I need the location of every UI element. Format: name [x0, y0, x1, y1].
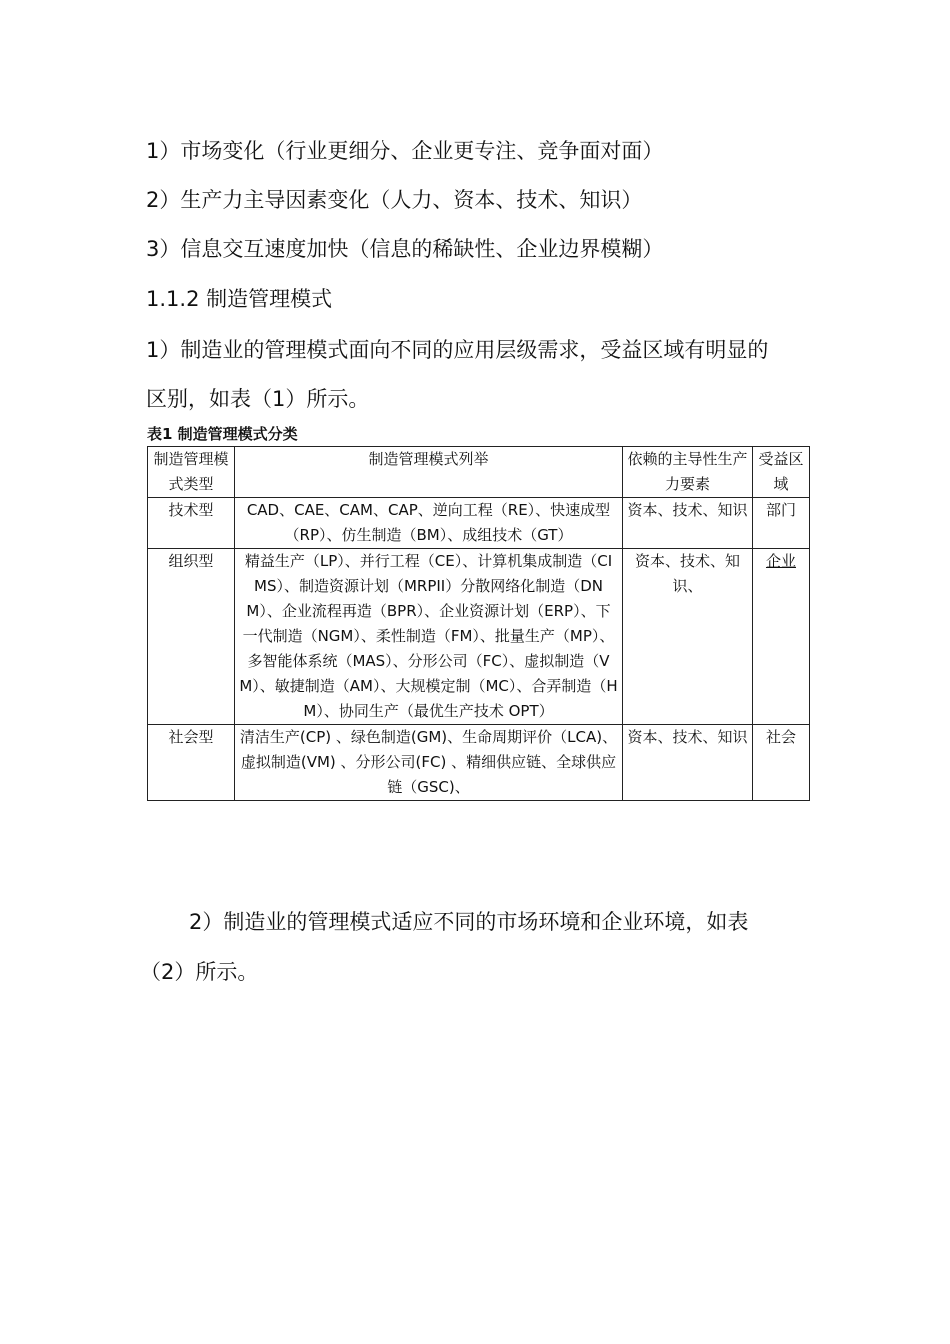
paragraph-market-change: 1）市场变化（行业更细分、企业更专注、竞争面对面） [146, 139, 664, 163]
paragraph-information-speed: 3）信息交互速度加快（信息的稀缺性、企业边界模糊） [146, 237, 664, 261]
cell-benefit-region: 社会 [753, 725, 810, 801]
paragraph-productivity-change: 2）生产力主导因素变化（人力、资本、技术、知识） [146, 188, 643, 212]
table-header-row [148, 447, 810, 498]
cell-productivity-factors: 资本、技术、知识 [623, 725, 753, 801]
header-mode-type: 制造管理模式类型 [148, 447, 235, 498]
cell-mode-examples: 清洁生产(CP) 、绿色制造(GM)、生命周期评价（LCA)、虚拟制造(VM) 、分形公司(FC) 、精细供应链、全球供应链（GSC)、 [235, 725, 623, 801]
cell-mode-examples: 精益生产（LP）、并行工程（CE）、计算机集成制造（CIMS）、制造资源计划（MRPII）分散网络化制造（DNM）、企业流程再造（BPR）、企业资源计划（ERP）、下一代制造（NGM）、柔性制造（FM）、批量生产（MP）、多智能体系统（MAS）、分形公司（FC）、虚拟制造（VM）、敏捷制造（AM）、大规模定制（MC）、合弄制造（HM）、协同生产（最优生产技术 OPT） [235, 549, 623, 725]
table-caption: 表1 制造管理模式分类 [147, 425, 298, 443]
intro-paragraph-line-1: 1）制造业的管理模式面向不同的应用层级需求，受益区域有明显的 [146, 338, 769, 362]
cell-mode-type: 技术型 [148, 498, 235, 549]
header-benefit-region: 受益区域 [753, 447, 810, 498]
header-productivity-factors: 依赖的主导性生产力要素 [623, 447, 753, 498]
closing-paragraph-line-1: 2）制造业的管理模式适应不同的市场环境和企业环境，如表 [189, 910, 749, 934]
cell-productivity-factors: 资本、技术、知识、 [623, 549, 753, 725]
intro-paragraph-line-2: 区别，如表（1）所示。 [146, 387, 370, 411]
table-row [148, 725, 810, 801]
cell-mode-type: 社会型 [148, 725, 235, 801]
management-modes-table [147, 446, 810, 801]
cell-benefit-region [753, 549, 810, 725]
table-row [148, 498, 810, 549]
header-mode-examples: 制造管理模式列举 [235, 447, 623, 498]
closing-paragraph-line-2: （2）所示。 [140, 960, 259, 984]
cell-benefit-region: 部门 [753, 498, 810, 549]
section-heading: 1.1.2 制造管理模式 [146, 287, 333, 311]
benefit-region-underlined: 企业 [765, 552, 796, 570]
cell-mode-examples: CAD、CAE、CAM、CAP、逆向工程（RE）、快速成型（RP）、仿生制造（BM）、成组技术（GT） [235, 498, 623, 549]
cell-mode-type: 组织型 [148, 549, 235, 725]
cell-productivity-factors: 资本、技术、知识 [623, 498, 753, 549]
table-row [148, 549, 810, 725]
